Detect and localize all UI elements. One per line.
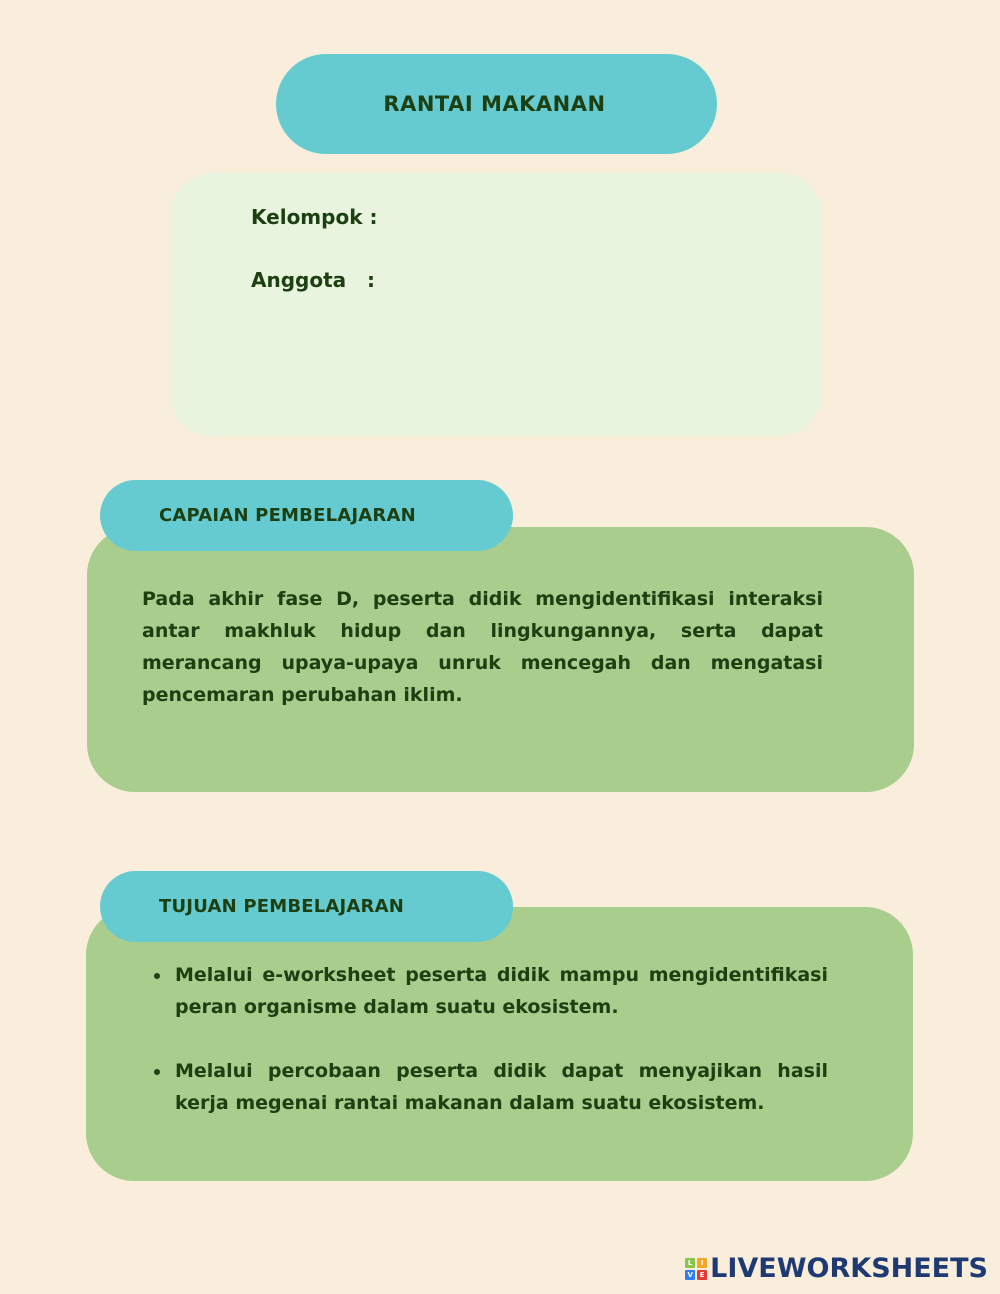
capaian-heading: CAPAIAN PEMBELAJARAN xyxy=(159,505,416,526)
tujuan-heading: TUJUAN PEMBELAJARAN xyxy=(159,896,405,917)
identity-card xyxy=(171,173,822,436)
tujuan-heading-pill xyxy=(100,871,513,942)
logo-tile-v: V xyxy=(685,1270,695,1280)
members-colon: : xyxy=(367,268,375,292)
logo-grid-icon xyxy=(685,1258,707,1280)
logo-tile-e: E xyxy=(697,1270,707,1280)
page-title: RANTAI MAKANAN xyxy=(383,92,606,116)
members-row xyxy=(251,268,375,292)
capaian-card xyxy=(87,527,914,792)
tujuan-card xyxy=(86,907,913,1181)
group-label: Kelompok : xyxy=(251,205,378,229)
group-row xyxy=(251,205,377,229)
title-banner xyxy=(276,54,717,154)
liveworksheets-logo xyxy=(685,1253,988,1284)
logo-tile-l: L xyxy=(685,1258,695,1268)
list-item: Melalui percobaan peserta didik dapat menyajikan hasil kerja megenai rantai makanan dalam suatu ekosistem. xyxy=(175,1055,828,1119)
members-label: Anggota xyxy=(251,268,347,292)
list-item: Melalui e-worksheet peserta didik mampu mengidentifikasi peran organisme dalam suatu ekosistem. xyxy=(175,959,828,1023)
logo-tile-i: I xyxy=(697,1258,707,1268)
brand-name: LIVEWORKSHEETS xyxy=(710,1253,988,1284)
capaian-text: Pada akhir fase D, peserta didik mengidentifikasi interaksi antar makhluk hidup dan lingkungannya, serta dapat merancang upaya-upaya unruk mencegah dan mengatasi pencemaran perubahan iklim. xyxy=(142,588,823,706)
capaian-heading-pill xyxy=(100,480,513,551)
tujuan-list xyxy=(175,959,828,1151)
